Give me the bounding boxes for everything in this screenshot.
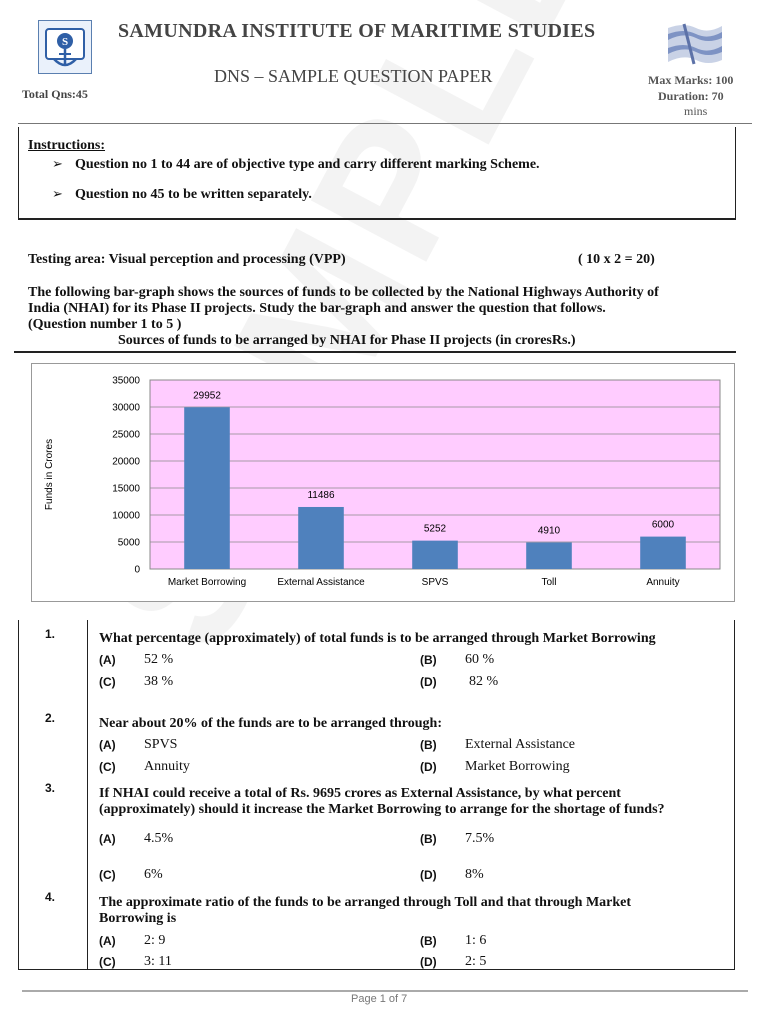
intro-text: India (NHAI) for its Phase II projects. Study the bar-graph and answer the question that follows. — [28, 301, 606, 316]
option-key: (C) — [99, 760, 116, 774]
option-value: 6% — [144, 867, 163, 882]
option-key: (A) — [99, 934, 116, 948]
bar — [184, 407, 230, 569]
testing-area: Testing area: Visual perception and processing (VPP) — [28, 252, 346, 267]
option-value: 82 % — [469, 674, 499, 689]
page-left-rule — [18, 620, 19, 970]
flag-emblem — [664, 20, 726, 68]
data-label: 5252 — [423, 523, 447, 535]
option-key: (A) — [99, 653, 116, 667]
graph-caption: Sources of funds to be arranged by NHAI for Phase II projects (in croresRs.) — [118, 333, 576, 348]
bullet-arrow-icon: ➢ — [52, 157, 63, 172]
option-value: SPVS — [144, 737, 178, 752]
option-value: 52 % — [144, 652, 174, 667]
y-tick-label: 25000 — [112, 429, 140, 441]
y-tick-label: 20000 — [112, 456, 140, 468]
bar — [298, 507, 344, 569]
instructions-heading: Instructions: — [28, 138, 106, 153]
caption-divider — [14, 351, 736, 353]
bullet-arrow-icon: ➢ — [52, 187, 63, 202]
option-value: 8% — [465, 867, 484, 882]
duration: Duration: 70 — [658, 89, 724, 103]
question-number: 3. — [45, 781, 56, 795]
option-key: (C) — [99, 955, 116, 969]
logo-letter: S — [61, 36, 69, 48]
option-value: 60 % — [465, 652, 495, 667]
institute-name: SAMUNDRA INSTITUTE OF MARITIME STUDIES — [118, 20, 596, 42]
x-category-label: External Assistance — [277, 577, 365, 588]
data-label: 6000 — [651, 519, 675, 531]
max-marks: Max Marks: 100 — [648, 73, 734, 87]
option-key: (B) — [420, 653, 437, 667]
data-label: 4910 — [537, 525, 561, 537]
option-value: External Assistance — [465, 737, 576, 752]
bar-chart — [31, 363, 735, 602]
option-value: 4.5% — [144, 831, 174, 846]
option-value: Annuity — [144, 759, 190, 774]
question-text: Near about 20% of the funds are to be arranged through: — [99, 716, 443, 731]
y-axis-label: Funds in Crores — [44, 438, 55, 511]
question-text: (approximately) should it increase the Market Borrowing to arrange for the shortage of funds? — [99, 802, 665, 817]
option-key: (A) — [99, 832, 116, 846]
page-number: Page 1 of 7 — [351, 993, 408, 1005]
y-tick-label: 5000 — [117, 537, 140, 549]
y-tick-label: 30000 — [112, 402, 140, 414]
bar — [526, 542, 572, 569]
question-text: The approximate ratio of the funds to be arranged through Toll and that through Market — [99, 895, 632, 910]
questions-bottom-rule — [18, 969, 735, 970]
option-key: (B) — [420, 738, 437, 752]
y-tick-label: 10000 — [112, 510, 140, 522]
option-key: (A) — [99, 738, 116, 752]
option-value: 38 % — [144, 674, 174, 689]
option-key: (D) — [420, 760, 437, 774]
page-right-rule — [734, 620, 735, 970]
question-column-rule — [87, 620, 88, 970]
header-divider — [18, 123, 752, 124]
institute-logo — [38, 20, 92, 74]
total-questions: Total Qns:45 — [22, 87, 88, 101]
instruction-item: Question no 45 to be written separately. — [75, 187, 312, 202]
x-category-label: Annuity — [646, 577, 680, 588]
instruction-item: Question no 1 to 44 are of objective type and carry different marking Scheme. — [75, 157, 540, 172]
option-value: 2: 5 — [465, 954, 487, 969]
x-category-label: Toll — [541, 577, 557, 588]
question-number: 2. — [45, 711, 56, 725]
option-key: (D) — [420, 868, 437, 882]
option-value: 2: 9 — [144, 933, 166, 948]
data-label: 29952 — [193, 390, 221, 402]
paper-title: DNS – SAMPLE QUESTION PAPER — [214, 66, 493, 86]
option-key: (D) — [420, 955, 437, 969]
question-number: 4. — [45, 890, 56, 904]
y-tick-label: 15000 — [112, 483, 140, 495]
option-value: 7.5% — [465, 831, 495, 846]
y-tick-label: 0 — [134, 564, 140, 576]
x-category-label: SPVS — [421, 577, 449, 588]
option-key: (C) — [99, 675, 116, 689]
section-marks: ( 10 x 2 = 20) — [578, 252, 655, 267]
option-value: 1: 6 — [465, 933, 487, 948]
bar — [640, 537, 686, 569]
y-tick-label: 35000 — [112, 375, 140, 387]
option-key: (C) — [99, 868, 116, 882]
question-number: 1. — [45, 627, 56, 641]
question-text: Borrowing is — [99, 911, 177, 926]
question-text: If NHAI could receive a total of Rs. 9695 crores as External Assistance, by what percent — [99, 786, 621, 801]
option-key: (B) — [420, 934, 437, 948]
intro-text: (Question number 1 to 5 ) — [28, 317, 182, 332]
instructions-box — [18, 127, 736, 220]
option-key: (D) — [420, 675, 437, 689]
chart-canvas — [32, 364, 734, 601]
intro-text: The following bar-graph shows the sources of funds to be collected by the National Highways Authority of — [28, 285, 659, 300]
option-value: Market Borrowing — [465, 759, 570, 774]
data-label: 11486 — [307, 489, 335, 501]
footer-divider — [22, 990, 748, 992]
question-text: What percentage (approximately) of total funds is to be arranged through Market Borrowing — [99, 631, 656, 646]
bar — [412, 541, 458, 569]
option-key: (B) — [420, 832, 437, 846]
duration-unit: mins — [684, 104, 708, 118]
option-value: 3: 11 — [144, 954, 172, 969]
x-category-label: Market Borrowing — [167, 577, 247, 588]
